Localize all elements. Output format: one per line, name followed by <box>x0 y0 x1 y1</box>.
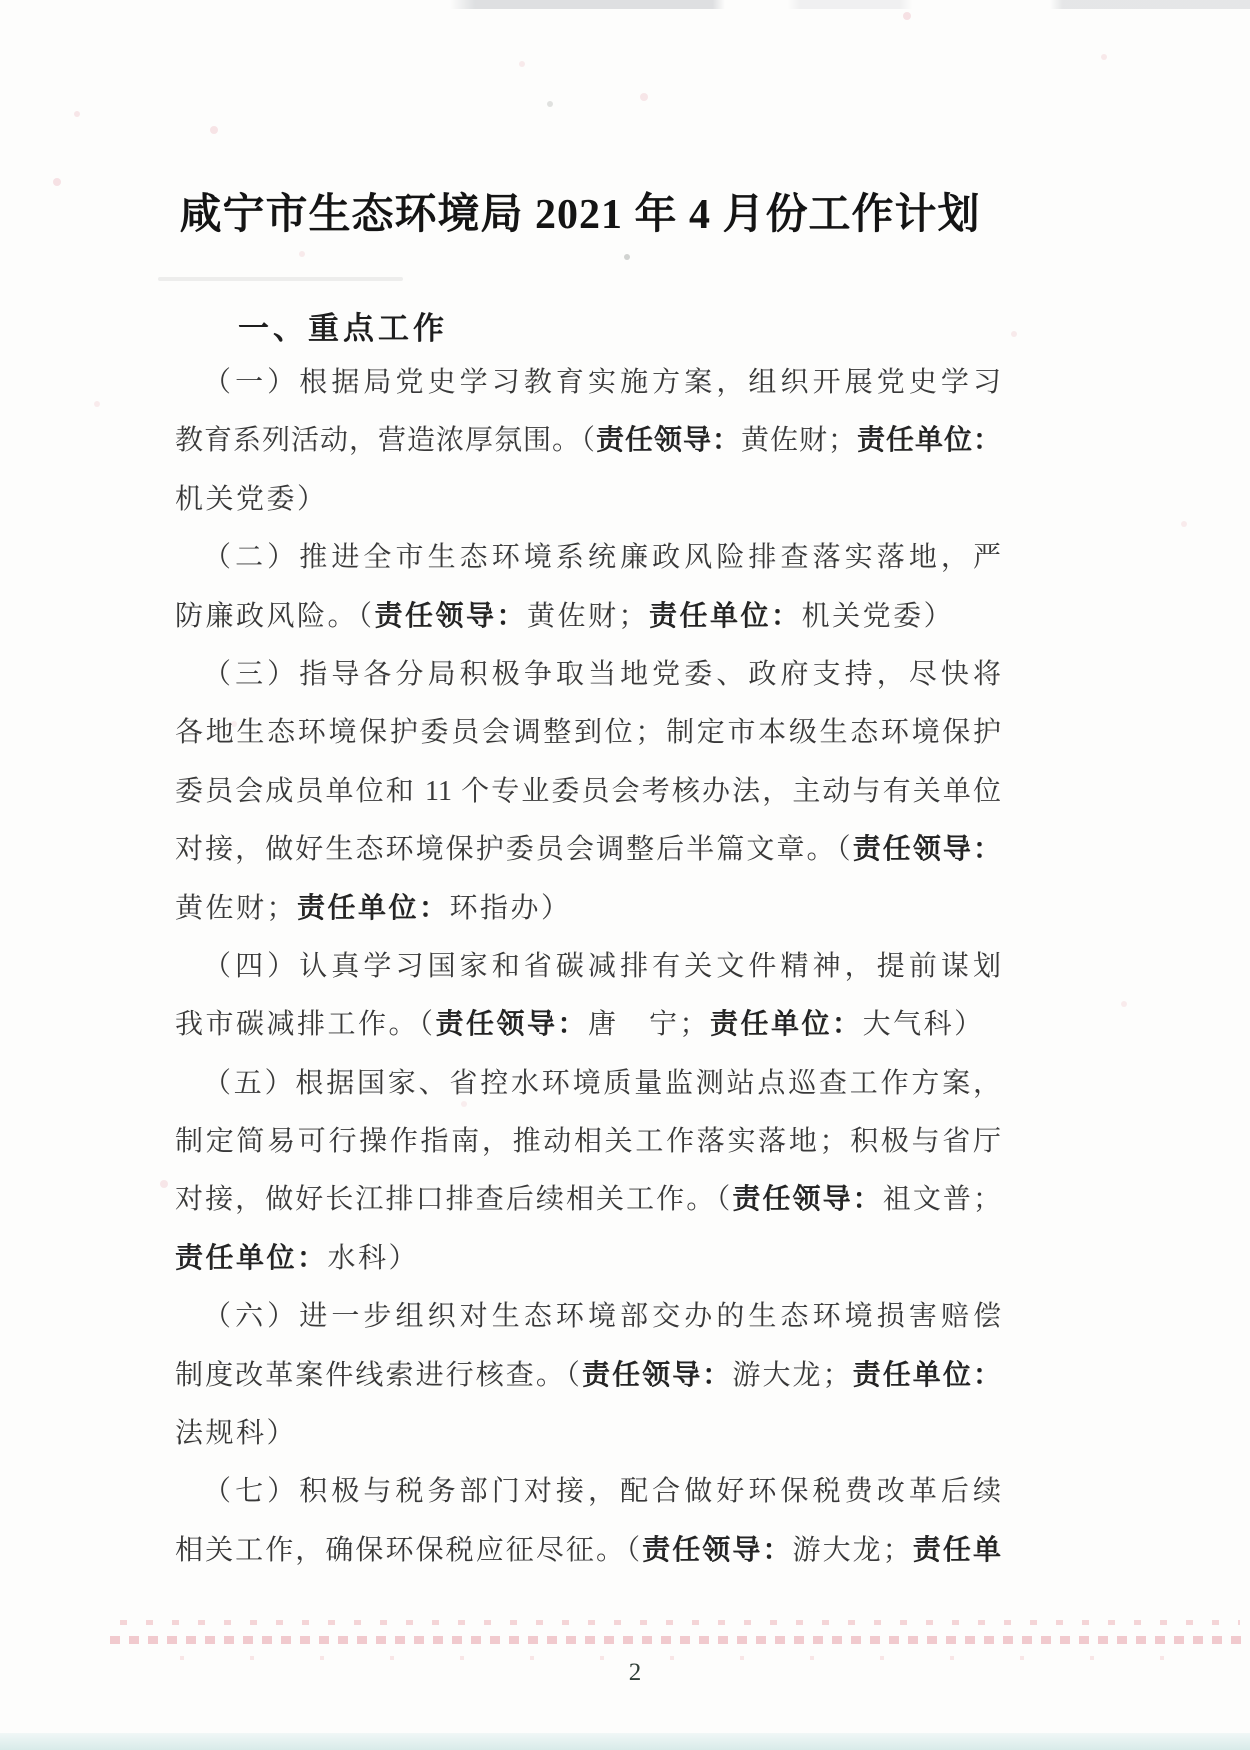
responsibility-label: 责任单位： <box>175 1242 328 1274</box>
text-line <box>175 938 1001 996</box>
body-text-run: 制定简易可行操作指南，推动相关工作落实落地；积极与省厅 <box>175 1126 1001 1158</box>
text-line <box>175 821 1001 879</box>
text-line <box>175 471 1001 529</box>
body-text-run: 教育系列活动，营造浓厚氛围。（ <box>175 425 596 457</box>
body-text-run: 对接，做好生态环境保护委员会调整后半篇文章。（ <box>175 834 853 866</box>
body-text-run: 环指办） <box>449 892 572 924</box>
text-line <box>175 763 1001 821</box>
body-text-run: （五）根据国家、省控水环境质量监测站点巡查工作方案， <box>203 1067 1001 1099</box>
body-text-run: 游大龙； <box>732 1359 851 1391</box>
body-text-run: 大气科） <box>862 1009 985 1041</box>
body-text-run: 防廉政风险。（ <box>175 600 375 632</box>
text-line <box>175 354 1001 412</box>
text-line <box>175 1405 1001 1463</box>
responsibility-label: 责任单位： <box>855 425 1001 457</box>
scan-noise-streak <box>120 1620 1240 1625</box>
responsibility-label: 责任领导： <box>642 1534 793 1566</box>
body-text-run: （二）推进全市生态环境系统廉政风险排查落实落地，严 <box>203 542 1001 574</box>
text-line <box>175 880 1001 938</box>
text-line <box>175 1230 1001 1288</box>
body-text-run: 黄佐财； <box>740 425 856 457</box>
body-text-run: 法规科） <box>175 1418 298 1450</box>
scan-noise-bottom-band <box>0 1733 1250 1750</box>
responsibility-label: 责任领导： <box>852 834 1001 866</box>
document-title: 咸宁市生态环境局 2021 年 4 月份工作计划 <box>179 192 981 238</box>
scan-noise-streak <box>110 1636 1245 1644</box>
responsibility-label: 责任单位： <box>710 1009 863 1041</box>
text-line <box>175 1055 1001 1113</box>
responsibility-label: 责任单位： <box>649 600 802 632</box>
body-text-run: （七）积极与税务部门对接，配合做好环保税费改革后续 <box>203 1476 1001 1508</box>
text-line <box>175 704 1001 762</box>
text-line <box>175 1347 1001 1405</box>
body-text-run: 相关工作，确保环保税应征尽征。（ <box>175 1534 643 1566</box>
responsibility-label: 责任单位： <box>850 1359 1001 1391</box>
responsibility-label: 责任领导： <box>595 425 741 457</box>
section-heading: 一、重点工作 <box>238 311 448 346</box>
text-line <box>175 1522 1001 1580</box>
body-text-run: （一）根据局党史学习教育实施方案，组织开展党史学习 <box>203 367 1001 398</box>
responsibility-label: 责任领导： <box>435 1009 589 1041</box>
body-text-run: 游大龙； <box>792 1534 911 1566</box>
body-text-run: （四）认真学习国家和省碳减排有关文件精神，提前谋划 <box>203 950 1001 982</box>
document-body <box>175 354 1001 1580</box>
body-text-run: 委员会成员单位和 11 个专业委员会考核办法，主动与有关单位 <box>175 775 1001 807</box>
body-text-run: 机关党委） <box>175 483 328 515</box>
body-text-run: 机关党委） <box>801 600 955 632</box>
text-line <box>175 646 1001 704</box>
responsibility-label: 责任单 <box>910 1534 1001 1566</box>
body-text-run: 唐 宁； <box>588 1009 711 1041</box>
scan-noise-top <box>0 0 1250 9</box>
page-number: 2 <box>628 1659 642 1686</box>
scan-smudge <box>158 277 403 281</box>
responsibility-label: 责任单位： <box>297 892 450 924</box>
body-text-run: 各地生态环境保护委员会调整到位；制定市本级生态环境保护 <box>175 717 1001 749</box>
text-line <box>175 529 1001 587</box>
responsibility-label: 责任领导： <box>582 1359 733 1391</box>
text-line <box>175 1288 1001 1346</box>
body-text-run: （三）指导各分局积极争取当地党委、政府支持，尽快将 <box>203 658 1001 690</box>
text-line <box>175 996 1001 1054</box>
body-text-run: 制度改革案件线索进行核查。（ <box>175 1359 583 1391</box>
body-text-run: （六）进一步组织对生态环境部交办的生态环境损害赔偿 <box>203 1301 1001 1333</box>
text-line <box>175 412 1001 470</box>
body-text-run: 我市碳减排工作。（ <box>175 1009 436 1041</box>
body-text-run: 对接，做好长江排口排查后续相关工作。（ <box>175 1184 733 1216</box>
body-text-run: 水科） <box>327 1242 420 1274</box>
text-line <box>175 1171 1001 1229</box>
scan-speckles <box>0 0 4 4</box>
text-line <box>175 1113 1001 1171</box>
responsibility-label: 责任领导： <box>732 1184 883 1216</box>
text-line <box>175 588 1001 646</box>
body-text-run: 祖文普； <box>882 1184 1001 1216</box>
responsibility-label: 责任领导： <box>374 600 528 632</box>
body-text-run: 黄佐财； <box>527 600 650 632</box>
body-text-run: 黄佐财； <box>175 892 298 924</box>
text-line <box>175 1463 1001 1521</box>
